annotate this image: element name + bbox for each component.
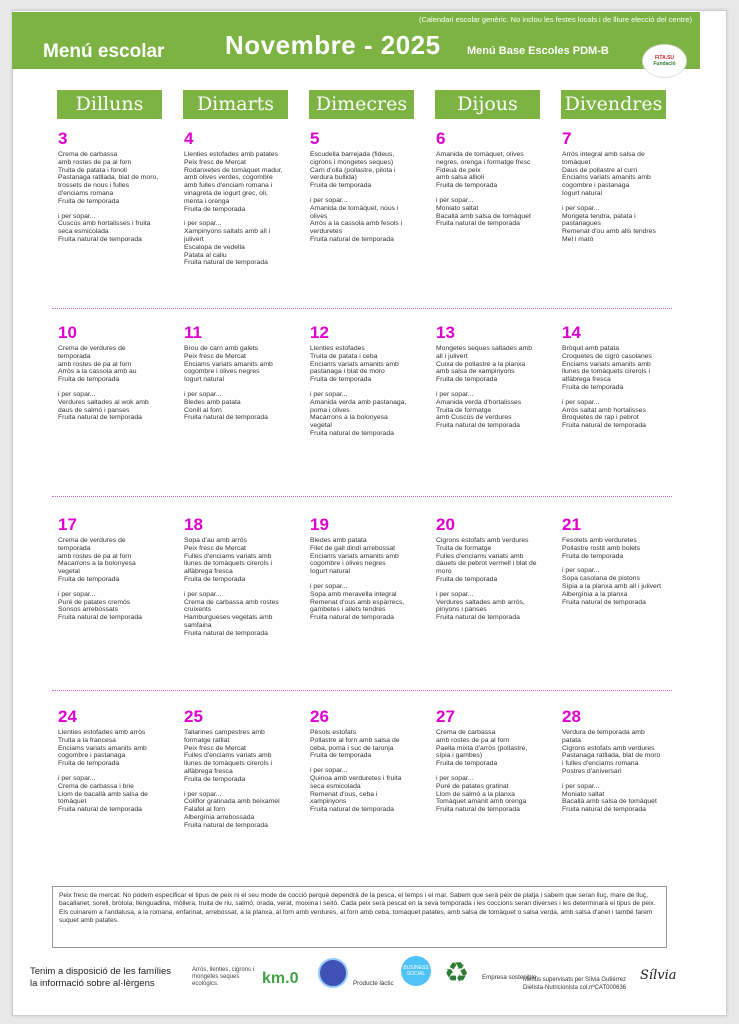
lunch-item: Rodanxetes de tomàquet madur,: [184, 166, 283, 174]
day-cell: [562, 708, 682, 814]
dinner-item: Llom de bacallà amb salsa de: [58, 790, 148, 798]
dinner-item: seca esmicolada: [58, 228, 109, 236]
lunch-item: Fruita de temporada: [310, 752, 372, 760]
day-cell: [58, 708, 178, 814]
dinner-item: Bacallà amb salsa de tomàquet: [562, 798, 657, 806]
day-number: 11: [184, 323, 202, 342]
dinner-item: Fruita natural de temporada: [58, 235, 142, 243]
lunch-item: Llenties estofades: [310, 345, 365, 352]
lunch-item: Arròs a la cassola amb au: [58, 368, 137, 376]
lunch-item: Enciams variats amanits amb: [562, 360, 651, 368]
day-number: 12: [310, 323, 329, 342]
lunch-item: Tallarines campestres amb: [184, 729, 265, 736]
lunch-item: alfàbrega fresca: [184, 568, 233, 576]
lunch-item: Fulles d'enciams variats amb: [184, 552, 272, 560]
allergen-info: Tenim a disposició de les famílies la informació sobre al·lèrgens: [30, 966, 171, 989]
dinner-label: i per sopar...: [562, 782, 600, 790]
dinner-item: Remenat d'ous, ceba i: [310, 790, 378, 798]
dinner-item: Albergínia a la planxa: [562, 590, 628, 598]
lunch-item: tomàquet: [562, 158, 591, 166]
dinner-label: i per sopar...: [562, 398, 600, 406]
lunch-item: Bròquil amb patata: [562, 345, 620, 352]
day-number: 27: [436, 707, 455, 726]
dinner-item: Fruita natural de temporada: [58, 414, 142, 422]
lunch-item: Fruita de temporada: [184, 205, 246, 213]
lunch-item: Fruita de temporada: [310, 376, 372, 384]
dinner-item: Crema de carbassa i brie: [58, 782, 134, 790]
dinner-item: Tomàquet amanit amb orenga: [436, 798, 527, 806]
dinner-item: Albergínia arrebossada: [184, 813, 255, 821]
day-number: 19: [310, 515, 329, 534]
lunch-item: Truita de formatge: [436, 544, 492, 552]
dinner-label: i per sopar...: [310, 767, 348, 775]
day-cell: [436, 516, 556, 622]
dinner-item: Fruita natural de temporada: [184, 629, 268, 637]
sustainable-company-label: Empresa sostenible: [482, 974, 537, 981]
day-cell: [310, 516, 430, 622]
lunch-item: Mongetes seques saltades amb: [436, 345, 532, 352]
dinner-item: Macarrons a la bolonyesa: [310, 414, 388, 422]
week-separator: [52, 690, 672, 691]
lunch-item: Fruita de temporada: [310, 182, 372, 190]
dinner-item: Crema de carbassa amb rostes: [184, 598, 279, 606]
lunch-item: Truita a la francesa: [58, 736, 116, 744]
lunch-item: cogombre i olives negres: [310, 560, 386, 568]
dinner-label: i per sopar...: [184, 590, 222, 598]
dinner-label: i per sopar...: [184, 220, 222, 228]
lunch-item: Iogurt natural: [184, 376, 225, 384]
day-header-thursday: Dijous: [435, 90, 540, 119]
lunch-item: d'enciams romana: [58, 189, 114, 197]
day-number: 26: [310, 707, 329, 726]
dinner-item: Verdures saltades amb arròs,: [436, 598, 525, 606]
lunch-item: Fulles d'enciams variats amb: [436, 552, 524, 560]
dinner-label: i per sopar...: [436, 774, 474, 782]
lunch-item: Cigrons estofats amb verdures: [436, 537, 529, 544]
day-number: 3: [58, 129, 68, 148]
dinner-item: Remenat d'ou amb alls tendres: [562, 228, 656, 236]
dinner-item: Cuscús amb hortalisses i fruita: [58, 220, 151, 228]
day-cell: [436, 130, 556, 228]
lunch-item: menta i orenga: [184, 197, 230, 205]
lunch-item: Fideuà de peix: [436, 166, 481, 174]
lunch-item: amb rostes de pa al forn: [58, 360, 132, 368]
lunch-item: verdura bullida): [310, 174, 357, 182]
lunch-item: llunes de tomàquets cirerols i: [562, 368, 651, 376]
dinner-label: i per sopar...: [58, 774, 96, 782]
dinner-item: Puré de patates gratinat: [436, 782, 509, 790]
lunch-item: Bledes amb patata: [310, 537, 367, 544]
lunch-item: Iogurt natural: [562, 189, 603, 197]
supervisor-info: Menús supervisats per Sílvia Gutiérrez Dietista-Nutricionista col.nºCAT000636: [523, 977, 627, 991]
lunch-item: Crema de carbassa: [58, 151, 118, 158]
lunch-item: Brou de carn amb galets: [184, 345, 259, 352]
dinner-item: Sopa amb meravella integral: [310, 590, 397, 598]
lunch-item: Postres d'aniversari: [562, 767, 622, 775]
lunch-item: vinagreta de iogurt grec, oli,: [184, 189, 268, 197]
lunch-item: temporada: [58, 352, 91, 360]
dinner-item: daus de salmó i panses: [58, 406, 130, 414]
day-number: 4: [184, 129, 194, 148]
lunch-item: amb fulles d'enciam romana i: [184, 182, 273, 190]
lunch-item: Enciams variats amanits amb: [184, 360, 273, 368]
dinner-item: Hamburgueses vegetals amb: [184, 614, 273, 622]
lunch-item: Cuixa de pollastre a la planxa: [436, 360, 526, 368]
dinner-label: i per sopar...: [310, 196, 348, 204]
business-social-icon: BUSINESS SOCIAL: [401, 956, 431, 986]
lunch-item: Macarrons a la bolonyesa: [58, 560, 136, 568]
dinner-item: Sípia a la planxa amb all i julivert: [562, 582, 661, 590]
dinner-item: tomàquet: [58, 798, 87, 806]
signature: Sílvia: [640, 968, 677, 983]
dinner-item: samfaina: [184, 621, 212, 629]
lunch-item: i fulles d'enciams romana: [562, 760, 639, 768]
lunch-item: amb salsa de xampinyons: [436, 368, 515, 376]
dinner-item: Quinoa amb verduretes i fruita: [310, 774, 402, 782]
day-cell: [184, 708, 304, 830]
lunch-item: Enciams variats amanits amb: [562, 174, 651, 182]
dinner-item: Llom de salmó a la planxa: [436, 790, 515, 798]
lunch-item: cigrons i mongetes seques): [310, 158, 394, 166]
dinner-item: Fruita natural de temporada: [562, 598, 646, 606]
lunch-item: llunes de tomàquets cirerols i: [184, 760, 273, 768]
dinner-item: pastanagues: [562, 220, 601, 228]
lunch-item: Crema de carbassa: [436, 729, 496, 736]
lunch-item: Fruita de temporada: [184, 575, 246, 583]
lunch-item: Fruita de temporada: [436, 376, 498, 384]
dinner-item: Sopa casolana de pistons: [562, 575, 640, 583]
day-cell: [58, 516, 178, 622]
day-number: 17: [58, 515, 77, 534]
lunch-item: Pollastre al forn amb salsa de: [310, 736, 400, 744]
day-header-tuesday: Dimarts: [183, 90, 288, 119]
lunch-item: Arròs integral amb salsa de: [562, 151, 645, 158]
day-cell: [310, 130, 430, 244]
lunch-item: vegetal: [58, 568, 80, 576]
lunch-item: Amanida de tomàquet, olives: [436, 151, 524, 158]
week-separator: [52, 308, 672, 309]
lunch-item: Fruita de temporada: [436, 760, 498, 768]
dinner-item: Fruita natural de temporada: [58, 806, 142, 814]
dinner-item: amb Cuscús de verdures: [436, 414, 512, 422]
lunch-item: Sopa d'au amb arròs: [184, 537, 247, 544]
day-cell: [58, 324, 178, 422]
menu-base-label: Menú Base Escoles PDM-B: [467, 45, 609, 57]
lunch-item: Fruita de temporada: [436, 575, 498, 583]
dinner-item: Moniato saltat: [562, 790, 605, 798]
lunch-item: Pastanaga ratllada, blat de moro: [562, 752, 661, 760]
lunch-item: cogombre i olives negres: [184, 368, 260, 376]
lunch-item: moro: [436, 568, 452, 576]
day-number: 13: [436, 323, 455, 342]
dinner-item: Patata al caliu: [184, 251, 227, 259]
day-number: 24: [58, 707, 77, 726]
lunch-item: alfàbrega fresca: [184, 767, 233, 775]
day-number: 25: [184, 707, 203, 726]
lunch-item: Llenties estofades amb arròs: [58, 729, 146, 736]
dinner-label: i per sopar...: [58, 390, 96, 398]
lunch-item: formatge ratllat: [184, 736, 230, 744]
dinner-item: poma i olives: [310, 406, 350, 414]
lunch-item: Pollastre rostit amb bolets: [562, 544, 641, 552]
dinner-item: Broquetes de rap i pebrot: [562, 414, 639, 422]
dinner-item: Escalopa de vedella: [184, 243, 245, 251]
lunch-item: Fruita de temporada: [562, 552, 624, 560]
day-cell: [562, 516, 682, 606]
lunch-item: Filet de gall dindi arrebossat: [310, 544, 396, 552]
day-cell: [184, 516, 304, 638]
lunch-item: trossets de nous i fulles: [58, 182, 130, 190]
lunch-item: Fruita de temporada: [58, 197, 120, 205]
dinner-item: julivert: [184, 235, 204, 243]
dinner-item: vegetal: [310, 422, 332, 430]
day-number: 14: [562, 323, 581, 342]
dairy-product-label: Producte làctic: [353, 980, 394, 987]
week-separator: [52, 496, 672, 497]
dinner-item: seca esmicolada: [310, 782, 361, 790]
dinner-item: xampinyons: [310, 798, 347, 806]
day-number: 7: [562, 129, 572, 148]
dinner-item: Fruita natural de temporada: [310, 614, 394, 622]
dinner-label: i per sopar...: [436, 390, 474, 398]
dinner-item: Arròs a la cassola amb fesols i: [310, 220, 403, 228]
dinner-item: gambetes i allets tendres: [310, 606, 386, 614]
dinner-label: i per sopar...: [436, 590, 474, 598]
day-header-wednesday: Dimecres: [309, 90, 414, 119]
dinner-item: Xampinyons saltats amb all i: [184, 228, 271, 236]
dinner-item: pinyons i panses: [436, 606, 487, 614]
lunch-item: Paella mixta d'arròs (pollastre,: [436, 744, 528, 752]
dinner-label: i per sopar...: [184, 790, 222, 798]
dinner-item: Fruita natural de temporada: [562, 422, 646, 430]
lunch-item: patata: [562, 736, 581, 744]
day-number: 10: [58, 323, 77, 342]
lunch-item: amb rostes de pa al forn: [58, 158, 132, 166]
lunch-item: Llenties estofades amb patates: [184, 151, 279, 158]
lunch-item: Pèsols estofats: [310, 729, 357, 736]
dinner-item: Fruita natural de temporada: [436, 220, 520, 228]
day-cell: [436, 708, 556, 814]
lunch-item: Fulles d'enciams variats amb: [184, 752, 272, 760]
dinner-item: Bacallà amb salsa de tomàquet: [436, 212, 531, 220]
lunch-item: Enciams variats amanits amb: [310, 360, 399, 368]
day-number: 18: [184, 515, 203, 534]
dinner-item: Sonsos arrebossats: [58, 606, 119, 614]
dinner-item: verduretes: [310, 228, 343, 236]
lunch-item: amb rostes de pa al forn: [436, 736, 510, 744]
lunch-item: Peix fresc de Mercat: [184, 544, 246, 552]
km0-logo: km.0: [262, 970, 299, 987]
day-number: 20: [436, 515, 455, 534]
dinner-label: i per sopar...: [58, 590, 96, 598]
day-number: 5: [310, 129, 320, 148]
lunch-item: Daus de pollastre al curri: [562, 166, 638, 174]
dinner-item: Arròs saltat amb hortalisses: [562, 406, 646, 414]
dinner-item: Fruita natural de temporada: [562, 806, 646, 814]
dinner-label: i per sopar...: [310, 390, 348, 398]
lunch-item: Croquetes de cigró casolanes: [562, 352, 652, 360]
dinner-item: Fruita natural de temporada: [310, 806, 394, 814]
dinner-label: i per sopar...: [310, 582, 348, 590]
lunch-item: negres, orenga i formatge fresc: [436, 158, 531, 166]
dinner-label: i per sopar...: [562, 204, 600, 212]
dairy-product-icon: [318, 958, 348, 988]
dinner-item: Fruita natural de temporada: [184, 414, 268, 422]
lunch-item: Truita de patata i fonoll: [58, 166, 127, 174]
dinner-item: Amanida de tomàquet, nous i: [310, 204, 399, 212]
dinner-item: Coliflor gratinada amb beixamel: [184, 798, 280, 806]
lunch-item: pastanaga i blat de moro: [310, 368, 385, 376]
lunch-item: Fruita de temporada: [58, 376, 120, 384]
lunch-item: sípia i gambes): [436, 752, 483, 760]
lunch-item: alfàbrega fresca: [562, 376, 611, 384]
dinner-item: Bledes amb patata: [184, 398, 241, 406]
dinner-item: Falafel al forn: [184, 806, 226, 814]
dinner-item: Fruita natural de temporada: [310, 235, 394, 243]
dinner-item: Truita de formatge: [436, 406, 492, 414]
lunch-item: Peix fresc de Mercat: [184, 744, 246, 752]
day-cell: [562, 324, 682, 430]
lunch-item: amb olives verdes, cogombre: [184, 174, 273, 182]
dinner-item: Fruita natural de temporada: [184, 259, 268, 267]
company-logo: FITA.SU Fundació: [642, 44, 687, 78]
dinner-item: Fruita natural de temporada: [436, 422, 520, 430]
day-header-friday: Divendres: [561, 90, 666, 119]
dinner-item: Moniato saltat: [436, 204, 479, 212]
dinner-item: Mel i mató: [562, 235, 594, 243]
dinner-label: i per sopar...: [184, 390, 222, 398]
day-cell: [562, 130, 682, 244]
dinner-item: Amanida verda d'hortalisses: [436, 398, 522, 406]
lunch-item: Peix fresc de Mercat: [184, 158, 246, 166]
lunch-item: llunes de tomàquets cirerols i: [184, 560, 273, 568]
lunch-item: cogombre i pastanaga: [58, 752, 126, 760]
dinner-item: Verdures saltades al wok amb: [58, 398, 149, 406]
dinner-label: i per sopar...: [562, 567, 600, 575]
day-cell: [436, 324, 556, 430]
lunch-item: temporada: [58, 544, 91, 552]
dinner-item: Fruita natural de temporada: [310, 429, 394, 437]
lunch-item: Escudella barrejada (fideus,: [310, 151, 395, 158]
dinner-item: Amanida verda amb pastanaga,: [310, 398, 407, 406]
dinner-item: Fruita natural de temporada: [184, 821, 268, 829]
day-cell: [58, 130, 178, 244]
lunch-item: Cigrons estofats amb verdures: [562, 744, 655, 752]
dinner-item: olives: [310, 212, 328, 220]
recycle-icon: ♻: [444, 957, 470, 988]
dinner-item: Fruita natural de temporada: [58, 614, 142, 622]
dinner-label: i per sopar...: [436, 196, 474, 204]
lunch-item: Fesolets amb verduretes: [562, 537, 637, 544]
day-number: 6: [436, 129, 446, 148]
lunch-item: Crema de verdures de: [58, 345, 126, 352]
fish-note: Peix fresc de mercat: No podem especificar el tipus de peix ni el seu mode de cocció perquè dependrà de la pesca, el temps i el mar. Sabem que serà peix de platja i sabem que seran lluç, mare de lluç, bacallanet, sorell, bròtola, llenguadina, mòllera, truita de riu, salmó, orada, verat, moixina i seitó. Cada peix serà pescat en la seva temporada i les coccions seran diverses i les determinarà el tipus de peix. Els cuinarem a l'andalusa, a la romana, enfarinat, arrebossat, a la planxa, al forn amb verdures, al forn amb ceba, tomàquet patates, amb salsa de tomàquet o salsa verda, amb salsa d'anet i també farem suquet amb patates.: [52, 886, 667, 948]
dinner-item: cruixents: [184, 606, 212, 614]
menu-label: Menú escolar: [43, 41, 165, 62]
lunch-item: Enciams variats amanits amb: [58, 744, 147, 752]
dinner-label: i per sopar...: [58, 212, 96, 220]
day-cell: [184, 324, 304, 422]
header-banner: [12, 12, 700, 69]
lunch-item: Fruita de temporada: [562, 383, 624, 391]
lunch-item: amb salsa allioli: [436, 174, 484, 182]
lunch-item: Peix fresc de Mercat: [184, 352, 246, 360]
day-number: 21: [562, 515, 581, 534]
dinner-item: Conill al forn: [184, 406, 222, 414]
day-number: 28: [562, 707, 581, 726]
calendar-note: (Calendari escolar genèric. No inclou les festes locals i de lliure elecció del centre): [418, 15, 692, 24]
lunch-item: Fruita de temporada: [436, 182, 498, 190]
lunch-item: Crema de verdures de: [58, 537, 126, 544]
lunch-item: Fruita de temporada: [58, 760, 120, 768]
lunch-item: cogombre i pastanaga: [562, 182, 630, 190]
dinner-item: Puré de patates cremós: [58, 598, 131, 606]
lunch-item: Fruita de temporada: [58, 575, 120, 583]
lunch-item: Truita de patata i ceba: [310, 352, 378, 360]
dinner-item: Fruita natural de temporada: [436, 614, 520, 622]
lunch-item: Pastanaga ratllada, blat de moro,: [58, 174, 159, 182]
lunch-item: Iogurt natural: [310, 568, 351, 576]
month-title: Novembre - 2025: [225, 30, 441, 60]
lunch-item: Enciams variats amanits amb: [310, 552, 399, 560]
day-cell: [310, 324, 430, 438]
lunch-item: amb rostes de pa al forn: [58, 552, 132, 560]
dinner-item: Mongeta tendra, patata i: [562, 212, 636, 220]
lunch-item: Fruita de temporada: [184, 775, 246, 783]
organic-seeds-note: Arròs, llenties, cigrons i mongetes seques ecològics.: [192, 967, 255, 987]
lunch-item: Verdura de temporada amb: [562, 729, 645, 736]
day-header-monday: Dilluns: [57, 90, 162, 119]
lunch-item: all i julivert: [436, 352, 468, 360]
lunch-item: dauets de pebrot vermell i blat de: [436, 560, 537, 568]
lunch-item: Carn d'olla (pollastre, pilota i: [310, 166, 396, 174]
day-cell: [310, 708, 430, 814]
dinner-item: Remenat d'ous amb espàrrecs,: [310, 598, 405, 606]
day-cell: [184, 130, 304, 267]
dinner-item: Fruita natural de temporada: [436, 806, 520, 814]
lunch-item: ceba, poma i suc de taronja: [310, 744, 394, 752]
